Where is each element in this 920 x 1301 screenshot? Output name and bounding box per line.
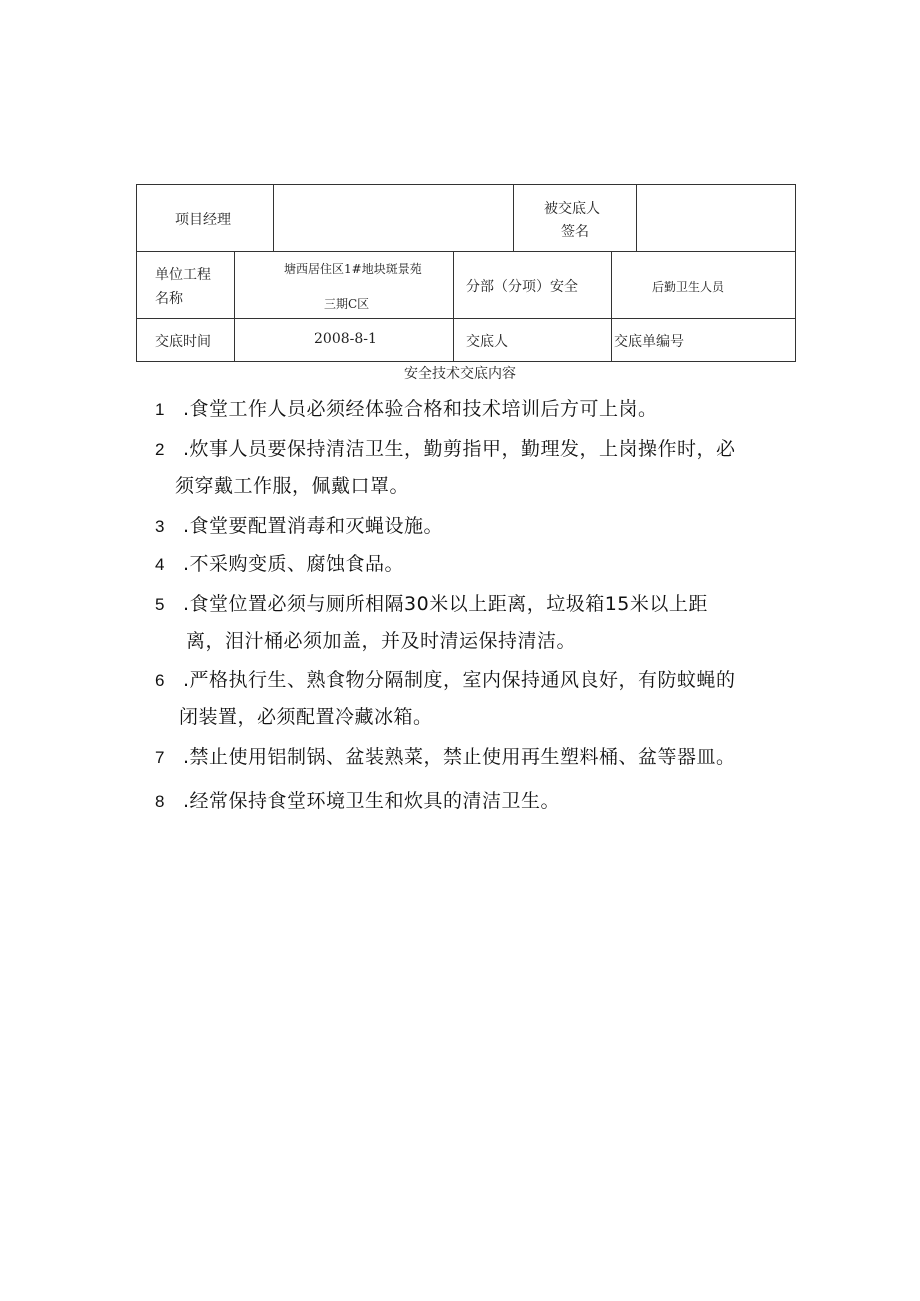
item-text-continued: 闭装置，必须配置冷藏冰箱。 <box>179 706 433 728</box>
cell-unit-value <box>235 252 454 318</box>
time-value: 2008-8-1 <box>314 331 377 347</box>
disclosure-header-table <box>136 184 796 362</box>
time-label: 交底时间 <box>155 334 211 350</box>
division-label: 分部（分项）安全 <box>466 279 578 295</box>
list-item <box>155 434 805 497</box>
list-item <box>155 786 805 813</box>
discloser-label: 交底人 <box>466 334 508 350</box>
item-text: .食堂工作人员必须经体验合格和技术培训后方可上岗。 <box>183 398 658 420</box>
item-number: 1 <box>155 400 165 419</box>
item-text-continued: 须穿戴工作服，佩戴口罩。 <box>175 475 410 497</box>
item-number: 8 <box>155 792 165 811</box>
item-number: 6 <box>155 671 165 690</box>
list-item <box>155 394 805 421</box>
item-number: 4 <box>155 555 165 574</box>
cell-recipient-sign-label <box>514 185 637 251</box>
list-item <box>155 589 805 652</box>
list-item <box>155 742 805 769</box>
cell-division-label <box>454 252 612 318</box>
list-item <box>155 511 805 538</box>
list-item <box>155 549 805 576</box>
recipient-sign-label-line1: 被交底人 <box>544 201 600 217</box>
cell-division-value <box>612 252 797 318</box>
recipient-sign-label-line2: 签名 <box>561 224 589 240</box>
unit-value-line2: 三期C区 <box>324 297 370 311</box>
item-text-continued: 离，泪汁桶必须加盖，并及时清运保持清洁。 <box>186 630 577 652</box>
item-number: 3 <box>155 517 165 536</box>
unit-label-line1: 单位工程 <box>155 267 211 283</box>
unit-value-line1: 塘西居住区1#地块斑景苑 <box>284 262 422 276</box>
item-text: .食堂位置必须与厕所相隔30米以上距离，垃圾箱15米以上距 <box>183 593 708 615</box>
cell-discloser-label <box>454 319 612 361</box>
cell-unit-label <box>137 252 235 318</box>
table-row-time <box>137 319 795 361</box>
cell-time-value <box>235 319 454 361</box>
item-text: .炊事人员要保持清洁卫生，勤剪指甲，勤理发，上岗操作时，必 <box>183 438 736 460</box>
item-number: 2 <box>155 440 165 459</box>
item-text: .食堂要配置消毒和灭蝇设施。 <box>183 515 444 537</box>
item-text: .禁止使用铝制锅、盆装熟菜，禁止使用再生塑料桶、盆等器皿。 <box>183 746 736 768</box>
cell-recipient-sign-value <box>637 185 797 251</box>
section-caption: 安全技术交底内容 <box>404 366 516 382</box>
sheet-no-label: 交底单编号 <box>614 334 684 350</box>
item-number: 7 <box>155 748 165 767</box>
item-text: .不采购变质、腐蚀食品。 <box>183 553 405 575</box>
item-text: .经常保持食堂环境卫生和炊具的清洁卫生。 <box>183 790 561 812</box>
cell-sheet-no <box>612 319 797 361</box>
project-manager-label: 项目经理 <box>175 212 231 228</box>
cell-time-label <box>137 319 235 361</box>
division-value: 后勤卫生人员 <box>652 280 725 294</box>
cell-project-manager-value <box>274 185 514 251</box>
table-row-manager <box>137 185 795 252</box>
item-number: 5 <box>155 595 165 614</box>
table-row-unit <box>137 252 795 319</box>
list-item <box>155 665 805 728</box>
item-text: .严格执行生、熟食物分隔制度，室内保持通风良好，有防蚊蝇的 <box>183 669 736 691</box>
unit-label-line2: 名称 <box>155 291 183 307</box>
cell-project-manager-label <box>137 185 274 251</box>
